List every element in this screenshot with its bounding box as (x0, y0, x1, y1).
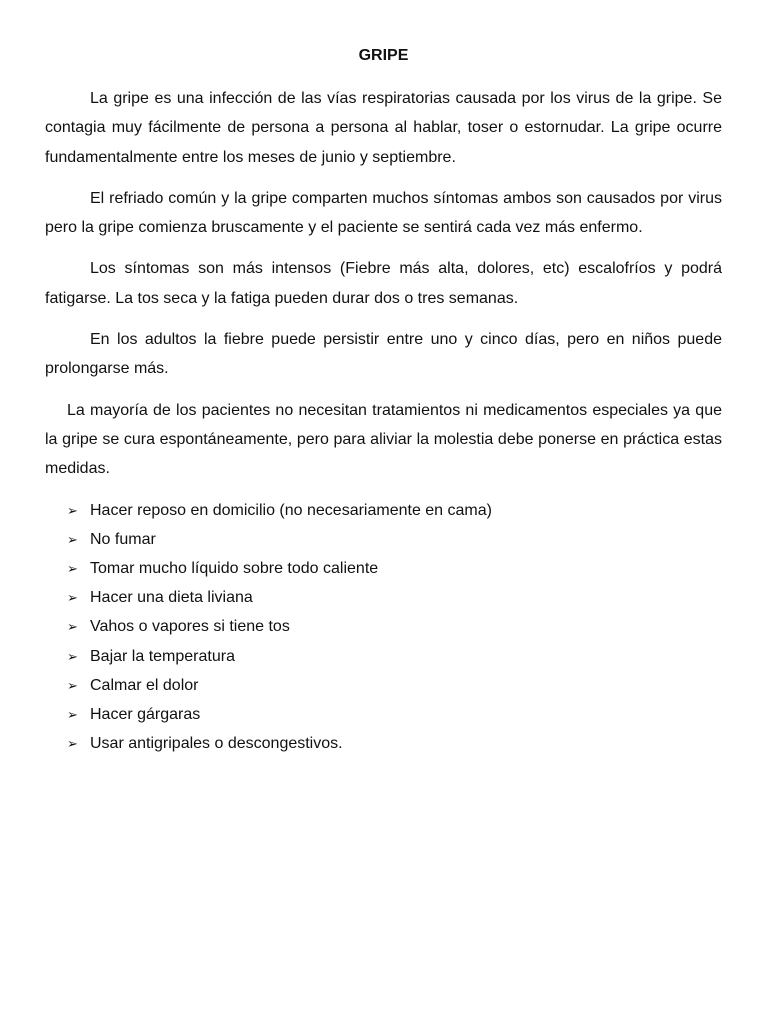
list-item (45, 700, 722, 729)
paragraph-comparison: El refriado común y la gripe comparten muchos síntomas ambos son causados por virus pero la gripe comienza bruscamente y el paciente se sentirá cada vez más enfermo. (45, 189, 722, 237)
list-item-text: Usar antigripales o descongestivos. (90, 735, 343, 753)
paragraph-definition: La gripe es una infección de las vías respiratorias causada por los virus de la gripe. Se contagia muy fácilmente de persona a persona al hablar, toser o estornudar. La gripe ocurre fundamentalmente entre los meses de junio y septiembre. (45, 90, 722, 166)
arrowhead-bullet-icon: ➢ (67, 677, 78, 693)
paragraph-symptoms: Los síntomas son más intensos (Fiebre más alta, dolores, etc) escalofríos y podrá fatigarse. La tos seca y la fatiga pueden durar dos o tres semanas. (45, 260, 722, 307)
list-item (45, 671, 722, 700)
list-item-text: Hacer una dieta liviana (90, 589, 253, 607)
list-item (45, 496, 722, 525)
list-item (45, 583, 722, 612)
arrowhead-bullet-icon: ➢ (67, 619, 78, 635)
list-item (45, 729, 722, 758)
list-item (45, 554, 722, 583)
arrowhead-bullet-icon: ➢ (67, 648, 78, 664)
list-item-text: No fumar (90, 530, 156, 548)
list-item-text: Tomar mucho líquido sobre todo caliente (90, 559, 379, 577)
arrowhead-bullet-icon: ➢ (67, 590, 78, 606)
arrowhead-bullet-icon: ➢ (67, 502, 78, 518)
paragraph-treatment: La mayoría de los pacientes no necesitan tratamientos ni medicamentos especiales ya que la gripe se cura espontáneamente, pero para aliviar la molestia debe ponerse en práctica estas medidas. (45, 401, 722, 478)
list-item-text: Hacer gárgaras (90, 705, 201, 723)
document-title: GRIPE (358, 47, 409, 64)
paragraph-fever-duration: En los adultos la fiebre puede persistir entre uno y cinco días, pero en niños puede prolongarse más. (45, 331, 722, 378)
list-item-text: Calmar el dolor (90, 676, 199, 694)
arrowhead-bullet-icon: ➢ (67, 706, 78, 722)
arrowhead-bullet-icon: ➢ (67, 560, 78, 576)
list-item-text: Bajar la temperatura (90, 647, 235, 665)
list-item (45, 612, 722, 641)
list-item-text: Hacer reposo en domicilio (no necesariamente en cama) (90, 501, 492, 519)
list-item (45, 642, 722, 671)
arrowhead-bullet-icon: ➢ (67, 531, 78, 547)
measures-list (45, 496, 722, 759)
arrowhead-bullet-icon: ➢ (67, 736, 78, 752)
list-item (45, 525, 722, 554)
list-item-text: Vahos o vapores si tiene tos (90, 618, 290, 636)
